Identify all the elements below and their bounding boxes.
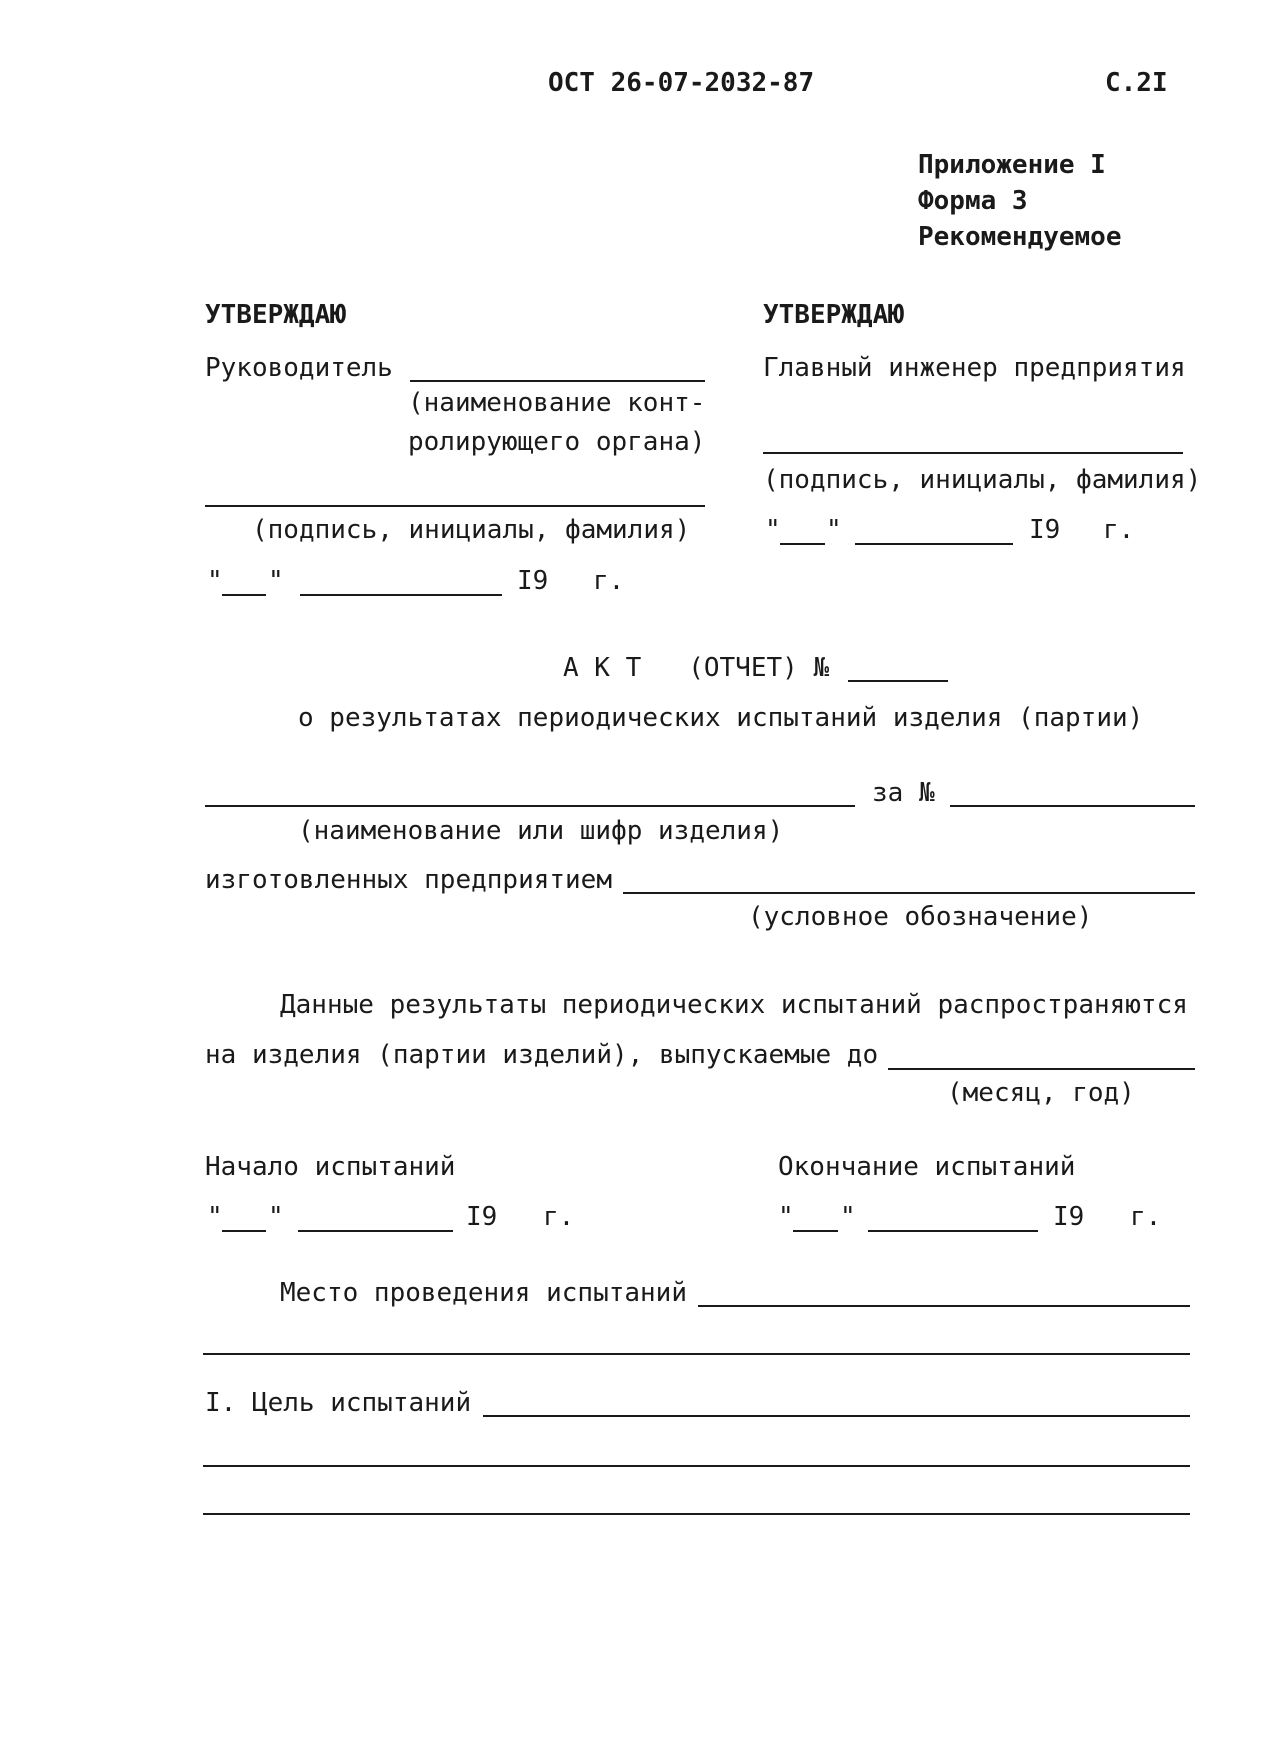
page-number: С.2I (1105, 68, 1168, 98)
day-line[interactable] (780, 543, 825, 545)
act-title: А К Т (ОТЧЕТ) № (563, 653, 830, 683)
made-by-label: изготовленных предприятием (205, 865, 612, 895)
document-page: ОСТ 26-07-2032-87 С.2I Приложение I Форма 3 Рекомендуемое УТВЕРЖДАЮ Руководитель (наименование конт- ролирующего органа) (подпись, инициалы, фамилия) " " I9 г. УТВЕРЖДАЮ Главный инженер предприятия (подпись, инициалы, фамилия) " " I9 г. А К Т (ОТЧЕТ) № о результатах периодических испытаний изделия (партии) за № (наименование или шифр изделия) изготовленных предприятием (условное обозначение) Данные результаты периодических испытаний распространяются на изделия (партии изделий), выпускаемые до (месяц, год) Начало испытаний " " I9 г. Окончание испытаний " " I9 г. Место проведения испытаний I. Цель испытаний (0, 0, 1261, 1749)
test-goal-line[interactable] (483, 1415, 1190, 1417)
test-place-line-2[interactable] (203, 1353, 1190, 1355)
right-signature-line[interactable] (763, 452, 1183, 454)
issue-until-line[interactable] (888, 1068, 1195, 1070)
appendix-line-3: Рекомендуемое (918, 222, 1122, 252)
act-subtitle: о результатах периодических испытаний изделия (партии) (298, 703, 1144, 733)
day-line[interactable] (793, 1230, 838, 1232)
test-place-line[interactable] (698, 1305, 1190, 1307)
manufacturer-line[interactable] (623, 892, 1195, 894)
left-signature-hint: (подпись, инициалы, фамилия) (252, 515, 691, 545)
right-signature-hint: (подпись, инициалы, фамилия) (763, 465, 1202, 495)
day-line[interactable] (222, 594, 266, 596)
product-name-hint: (наименование или шифр изделия) (298, 816, 784, 846)
approve-right-role: Главный инженер предприятия (763, 353, 1186, 383)
approve-right-title: УТВЕРЖДАЮ (763, 300, 904, 330)
appendix-line-1: Приложение I (918, 150, 1106, 180)
month-line[interactable] (855, 543, 1013, 545)
doc-code: ОСТ 26-07-2032-87 (548, 68, 815, 98)
month-line[interactable] (298, 1230, 453, 1232)
appendix-line-2: Форма 3 (918, 186, 1028, 216)
org-name-line[interactable] (410, 380, 705, 382)
spread-line-1: Данные результаты периодических испытаний распространяются (280, 990, 1188, 1020)
test-start-label: Начало испытаний (205, 1152, 456, 1182)
org-hint-2: ролирующего органа) (408, 427, 706, 457)
month-line[interactable] (300, 594, 502, 596)
org-hint-1: (наименование конт- (408, 388, 706, 418)
left-signature-line[interactable] (205, 505, 705, 507)
issue-until-hint: (месяц, год) (947, 1078, 1135, 1108)
test-goal-line-3[interactable] (203, 1513, 1190, 1515)
month-line[interactable] (868, 1230, 1038, 1232)
approve-left-role: Руководитель (205, 353, 393, 383)
test-end-label: Окончание испытаний (778, 1152, 1076, 1182)
for-number-line[interactable] (950, 805, 1195, 807)
test-goal-label: I. Цель испытаний (205, 1388, 472, 1418)
approve-left-title: УТВЕРЖДАЮ (205, 300, 346, 330)
act-number-line[interactable] (848, 680, 948, 682)
manufacturer-hint: (условное обозначение) (748, 902, 1093, 932)
day-line[interactable] (222, 1230, 266, 1232)
test-goal-line-2[interactable] (203, 1465, 1190, 1467)
test-place-label: Место проведения испытаний (280, 1278, 687, 1308)
product-name-line[interactable] (205, 805, 855, 807)
for-number-label: за № (872, 778, 935, 808)
spread-line-2: на изделия (партии изделий), выпускаемые до (205, 1040, 879, 1070)
